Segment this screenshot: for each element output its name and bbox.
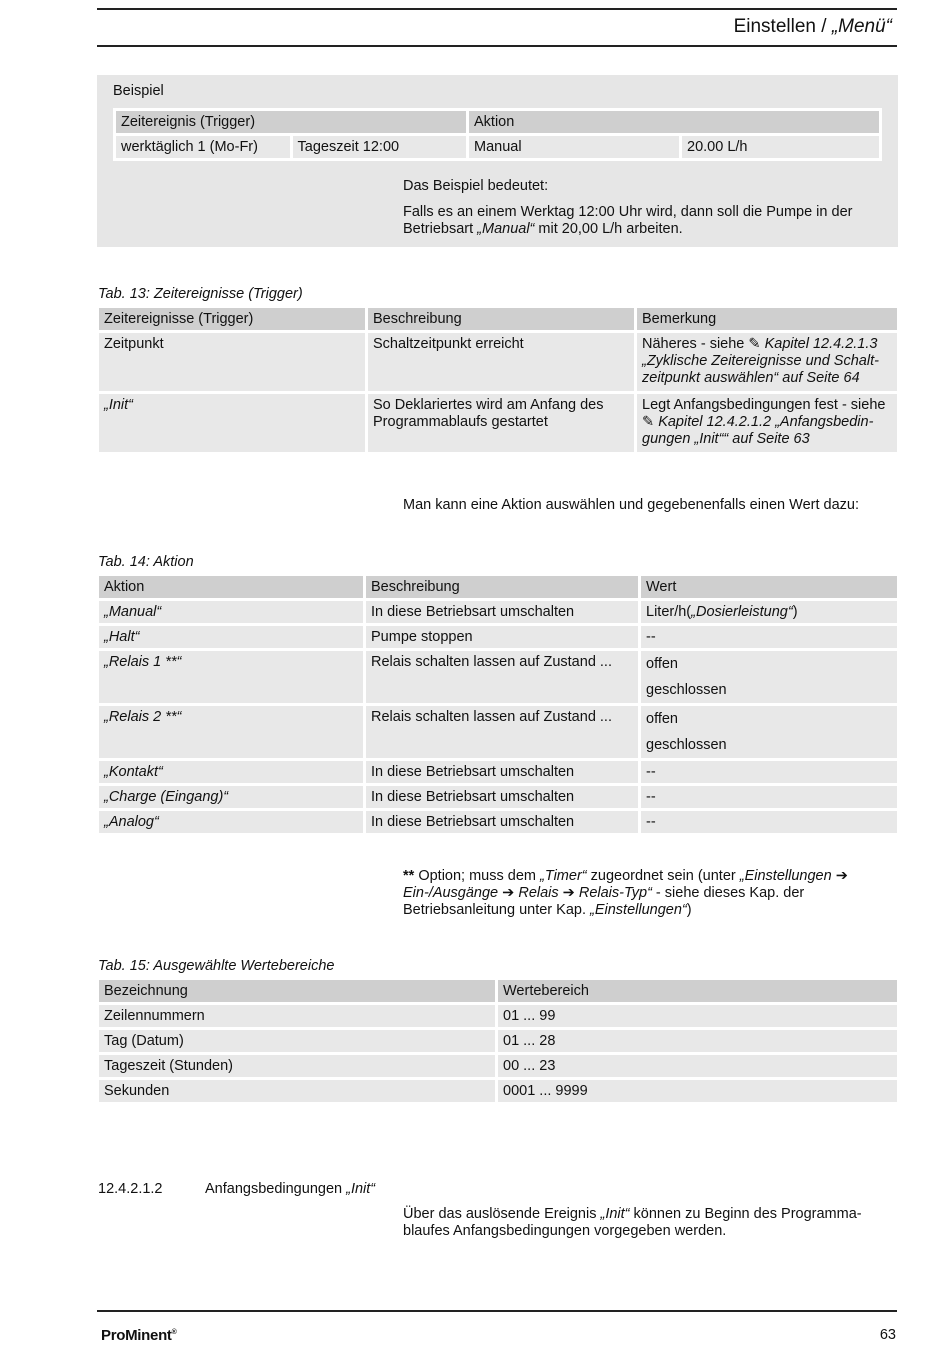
tab13-cell: Legt Anfangsbedingungen fest - siehe ✎ Kapitel 12.4.2.1.2 „Anfangsbedingungen „Init““ auf Seite 63 — [637, 394, 897, 452]
tab13-cell: „Init“ — [99, 394, 365, 452]
example-cell: Manual — [469, 136, 679, 158]
tab14-cell: In diese Betriebsart umschalten — [366, 786, 638, 808]
table-row — [99, 1030, 897, 1052]
tab14-cell: offen geschlossen — [641, 706, 897, 758]
example-explain-text: Falls es an einem Werktag 12:00 Uhr wird, dann soll die Pumpe in der Betriebsart „Manual“ mit 20,00 L/h arbeiten. — [403, 204, 853, 237]
tab15-table — [96, 977, 900, 1105]
table-row — [99, 1005, 897, 1027]
table-row — [99, 333, 897, 391]
action-intro: Man kann eine Aktion auswählen und gegebenenfalls einen Wert dazu: — [403, 497, 859, 513]
tab14-cell: -- — [641, 626, 897, 648]
tab14-header: Wert — [641, 576, 897, 598]
tab14-cell: Pumpe stoppen — [366, 626, 638, 648]
tab13-header: Bemerkung — [637, 308, 897, 330]
tab14-cell: Liter/h(„Dosierleistung“) — [641, 601, 897, 623]
link-icon: ✎ — [748, 336, 761, 352]
arrow-right-icon: ➔ — [562, 885, 575, 901]
tab13-header: Zeitereignisse (Trigger) — [99, 308, 365, 330]
table-row — [99, 626, 897, 648]
table-row — [99, 651, 897, 703]
example-cell: werktäglich 1 (Mo-Fr) — [116, 136, 290, 158]
tab14-table — [96, 573, 900, 836]
tab14-cell: „Kontakt“ — [99, 761, 363, 783]
arrow-right-icon: ➔ — [835, 868, 848, 884]
tab13-caption: Tab. 13: Zeitereignisse (Trigger) — [98, 286, 303, 302]
tab14-caption: Tab. 14: Aktion — [98, 554, 194, 570]
tab14-cell: „Analog“ — [99, 811, 363, 833]
tab14-cell: offen geschlossen — [641, 651, 897, 703]
tab14-cell: „Halt“ — [99, 626, 363, 648]
tab15-cell: 00 ... 23 — [498, 1055, 897, 1077]
tab15-cell: Zeilennummern — [99, 1005, 495, 1027]
tab15-cell: Tageszeit (Stunden) — [99, 1055, 495, 1077]
top-rule — [97, 8, 897, 10]
tab15-cell: Sekunden — [99, 1080, 495, 1102]
tab14-cell: „Manual“ — [99, 601, 363, 623]
table-row — [99, 394, 897, 452]
example-col-action: Aktion — [469, 111, 879, 133]
tab14-cell: „Relais 2 **“ — [99, 706, 363, 758]
tab13-cell: Zeitpunkt — [99, 333, 365, 391]
tab15-cell: Tag (Datum) — [99, 1030, 495, 1052]
footer-rule — [97, 1310, 897, 1312]
table-row — [99, 706, 897, 758]
example-explain-title: Das Beispiel bedeutet: — [403, 178, 549, 194]
section-number: 12.4.2.1.2 — [98, 1181, 163, 1197]
tab14-header: Aktion — [99, 576, 363, 598]
example-col-trigger: Zeitereignis (Trigger) — [116, 111, 466, 133]
arrow-right-icon: ➔ — [502, 885, 515, 901]
tab14-cell: Relais schalten lassen auf Zustand ... — [366, 651, 638, 703]
table-row — [99, 786, 897, 808]
tab13-cell: Schaltzeitpunkt erreicht — [368, 333, 634, 391]
tab14-cell: -- — [641, 761, 897, 783]
table-row — [99, 1080, 897, 1102]
tab14-cell: In diese Betriebsart umschalten — [366, 811, 638, 833]
table-row — [99, 761, 897, 783]
header-rule — [97, 45, 897, 47]
tab14-cell: In diese Betriebsart umschalten — [366, 761, 638, 783]
example-explanation — [403, 178, 883, 238]
link-icon: ✎ — [642, 414, 655, 430]
tab13-xref[interactable]: Kapitel 12.4.2.1.3 „Zyklische Zeitereignisse und Schaltzeitpunkt auswählen“ auf Seite 64 — [642, 336, 879, 386]
tab14-cell: -- — [641, 786, 897, 808]
tab15-caption: Tab. 15: Ausgewählte Wertebereiche — [98, 958, 335, 974]
section-body: Über das auslösende Ereignis „Init“ können zu Beginn des Programmablaufes Anfangsbedingungen vorgegeben werden. — [403, 1206, 862, 1239]
example-label: Beispiel — [113, 83, 164, 99]
tab14-footnote: ** Option; muss dem „Timer“ zugeordnet sein (unter „Einstellungen ➔ Ein-/Ausgänge ➔ Relais ➔ Relais-Typ“ - siehe dieses Kap. der Betriebsanleitung unter Kap. „Einstellungen“) — [403, 868, 848, 918]
tab14-cell: „Relais 1 **“ — [99, 651, 363, 703]
section-title: Anfangsbedingungen „Init“ — [205, 1181, 376, 1197]
example-cell: 20.00 L/h — [682, 136, 879, 158]
example-cell: Tageszeit 12:00 — [293, 136, 467, 158]
tab13-xref[interactable]: Kapitel 12.4.2.1.2 „Anfangsbedingungen „Init““ auf Seite 63 — [642, 414, 874, 447]
tab15-cell: 01 ... 99 — [498, 1005, 897, 1027]
example-table — [113, 108, 882, 161]
tab15-header: Bezeichnung — [99, 980, 495, 1002]
prominent-logo: ProMinent® — [101, 1327, 177, 1344]
page-header-title: Einstellen / „Menü“ — [733, 16, 892, 37]
tab14-cell: Relais schalten lassen auf Zustand ... — [366, 706, 638, 758]
tab14-cell: -- — [641, 811, 897, 833]
tab13-header: Beschreibung — [368, 308, 634, 330]
tab15-header: Wertebereich — [498, 980, 897, 1002]
tab14-header: Beschreibung — [366, 576, 638, 598]
example-box — [97, 75, 898, 247]
table-row — [99, 1055, 897, 1077]
tab13-cell: So Deklariertes wird am Anfang des Programmablaufs gestartet — [368, 394, 634, 452]
table-row — [99, 811, 897, 833]
tab15-cell: 01 ... 28 — [498, 1030, 897, 1052]
table-row — [99, 601, 897, 623]
tab13-table — [96, 305, 900, 455]
tab14-cell: In diese Betriebsart umschalten — [366, 601, 638, 623]
tab15-cell: 0001 ... 9999 — [498, 1080, 897, 1102]
tab14-cell: „Charge (Eingang)“ — [99, 786, 363, 808]
page-number: 63 — [879, 1327, 896, 1343]
tab13-cell: Näheres - siehe ✎ Kapitel 12.4.2.1.3 „Zyklische Zeitereignisse und Schaltzeitpunkt auswählen“ auf Seite 64 — [637, 333, 897, 391]
